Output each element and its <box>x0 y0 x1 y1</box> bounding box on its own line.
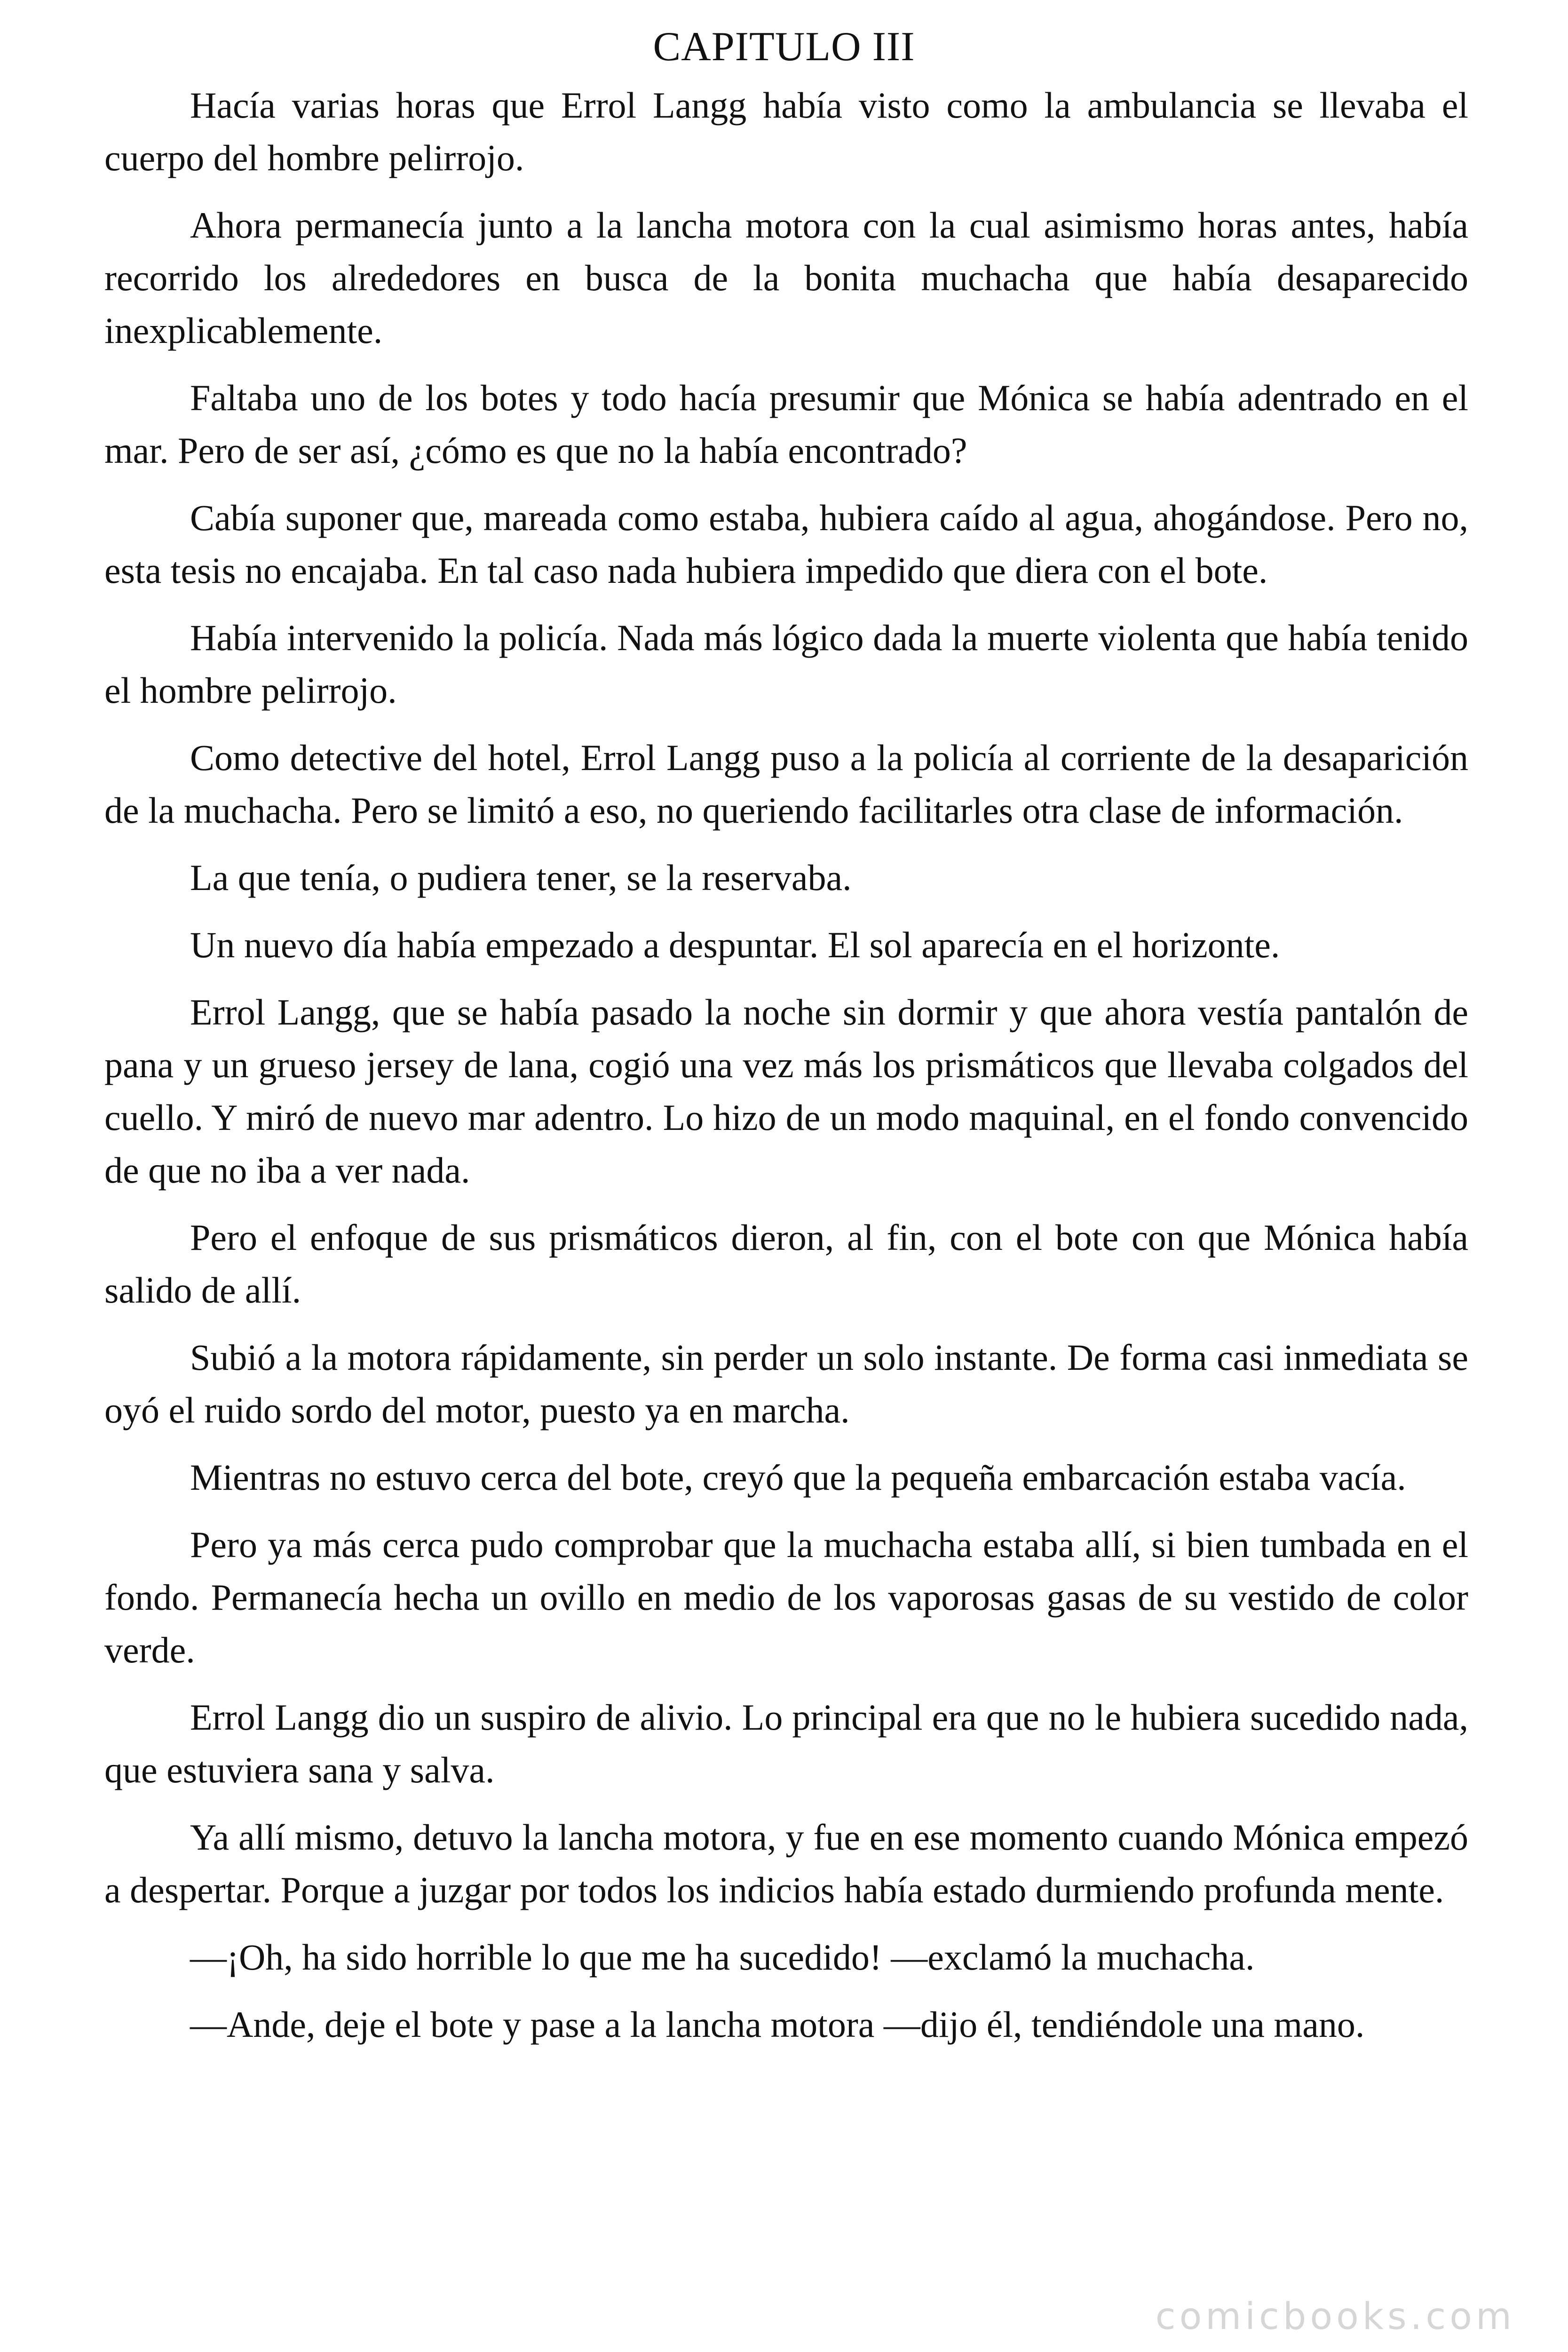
paragraph-9: Errol Langg, que se había pasado la noche sin dormir y que ahora vestía pantalón de pana y un grueso jersey de lana, cogió una vez más los prismáticos que llevaba colgados del cuello. Y miró de nuevo mar adentro. Lo hizo de un modo maquinal, en el fondo convencido de que no iba a ver nada. <box>104 992 1468 1191</box>
paragraph-6: Como detective del hotel, Errol Langg puso a la policía al corriente de la desaparición de la muchacha. Pero se limitó a eso, no queriendo facilitarles otra clase de información. <box>104 737 1468 831</box>
paragraph-13: Pero ya más cerca pudo comprobar que la muchacha estaba allí, si bien tumbada en el fondo. Permanecía hecha un ovillo en medio de los vaporosas gasas de su vestido de color verde. <box>104 1524 1468 1670</box>
watermark: comicbooks.com <box>1155 2296 1515 2338</box>
paragraph-12: Mientras no estuvo cerca del bote, creyó que la pequeña embarcación estaba vacía. <box>190 1457 1406 1498</box>
paragraph-5: Había intervenido la policía. Nada más lógico dada la muerte violenta que había tenido el hombre pelirrojo. <box>104 617 1468 711</box>
paragraph-7: La que tenía, o pudiera tener, se la reservaba. <box>190 857 852 898</box>
paragraph-2: Ahora permanecía junto a la lancha motora con la cual asimismo horas antes, había recorrido los alrededores en busca de la bonita muchacha que había desaparecido inexplicablemente. <box>104 205 1468 351</box>
paragraph-1: Hacía varias horas que Errol Langg había visto como la ambulancia se llevaba el cuerpo del hombre pelirrojo. <box>104 85 1468 178</box>
paragraph-3: Faltaba uno de los botes y todo hacía presumir que Mónica se había adentrado en el mar. Pero de ser así, ¿cómo es que no la había encontrado? <box>104 377 1468 471</box>
paragraph-8: Un nuevo día había empezado a despuntar. El sol aparecía en el horizonte. <box>190 924 1280 965</box>
paragraph-17: —Ande, deje el bote y pase a la lancha motora —dijo él, tendiéndole una mano. <box>190 2004 1365 2045</box>
paragraph-15: Ya allí mismo, detuvo la lancha motora, y fue en ese momento cuando Mónica empezó a despertar. Porque a juzgar por todos los indicios había estado durmiendo profunda mente. <box>104 1817 1468 1910</box>
paragraph-14: Errol Langg dio un suspiro de alivio. Lo principal era que no le hubiera sucedido nada, que estuviera sana y salva. <box>104 1697 1468 1790</box>
paragraph-4: Cabía suponer que, mareada como estaba, hubiera caído al agua, ahogándose. Pero no, esta tesis no encajaba. En tal caso nada hubiera impedido que diera con el bote. <box>104 497 1468 591</box>
chapter-title: CAPITULO III <box>653 24 915 70</box>
paragraph-10: Pero el enfoque de sus prismáticos dieron, al fin, con el bote con que Mónica había salido de allí. <box>104 1217 1468 1311</box>
chapter-body <box>104 79 1468 2066</box>
paragraph-16: —¡Oh, ha sido horrible lo que me ha sucedido! —exclamó la muchacha. <box>190 1937 1255 1978</box>
paragraph-11: Subió a la motora rápidamente, sin perder un solo instante. De forma casi inmediata se oyó el ruido sordo del motor, puesto ya en marcha. <box>104 1337 1468 1430</box>
